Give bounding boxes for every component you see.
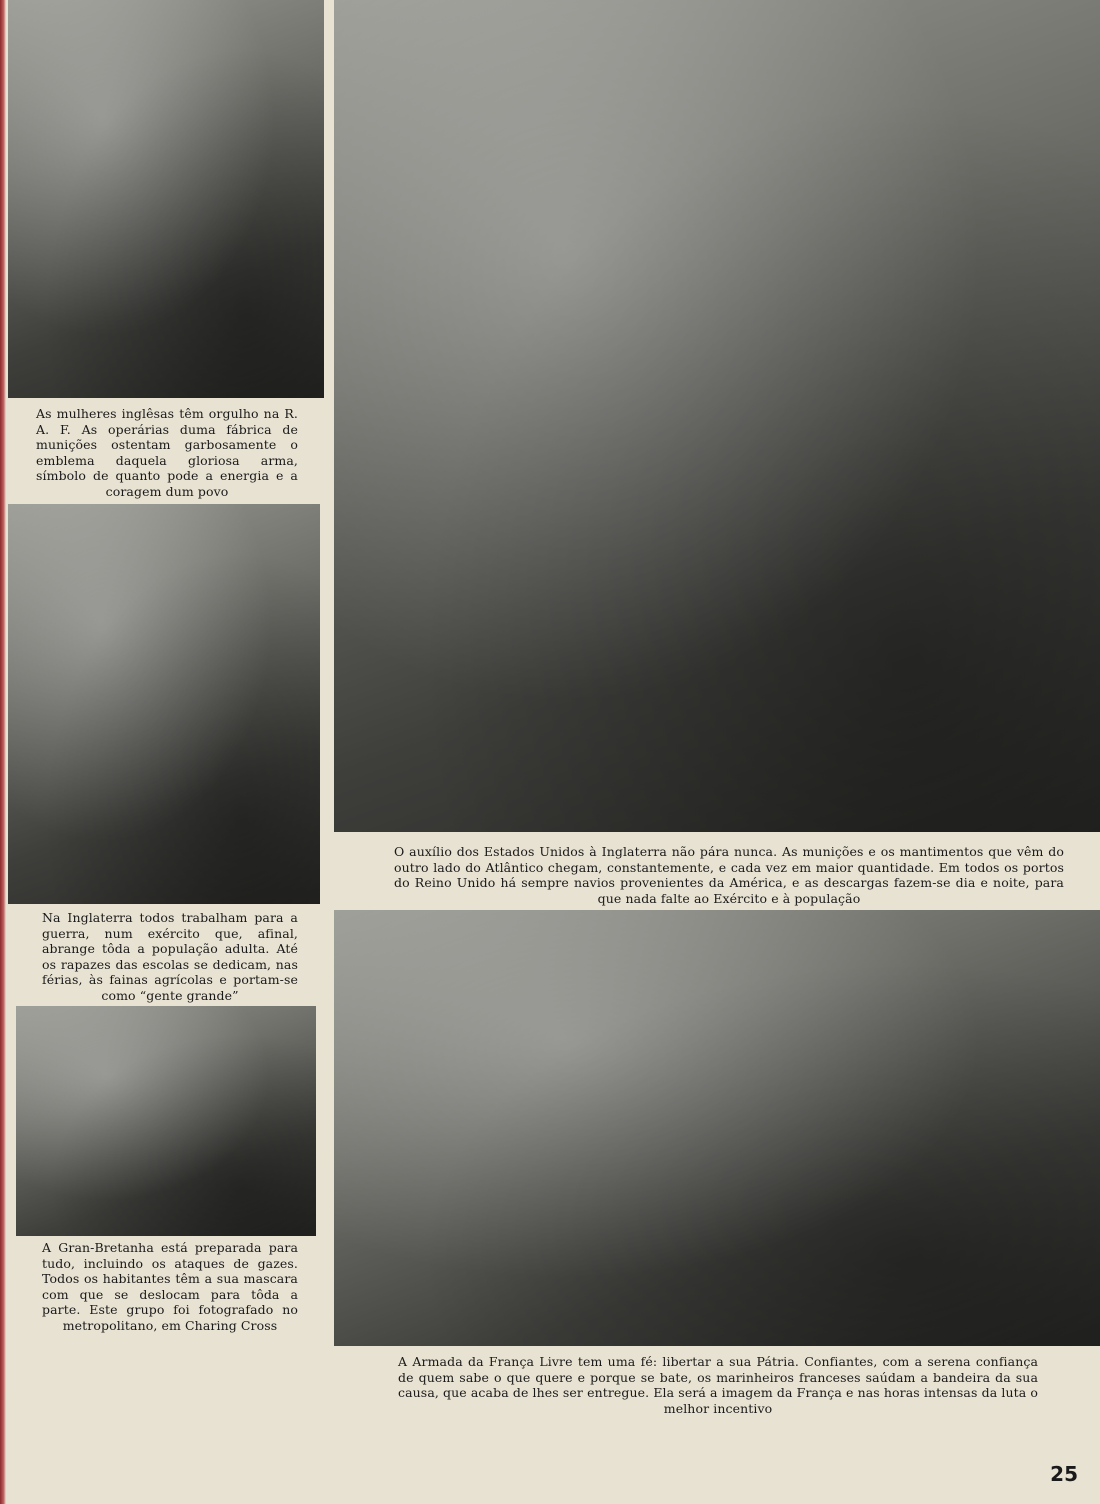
photo-raf-women [8,0,324,398]
caption-gas-masks: A Gran-Bretanha está preparada para tudo, incluindo os ataques de gazes. Todos os habitantes têm a sua mascara com que se deslocam para tôda a parte. Este grupo foi fotografado no metropolitano, em Charing Cross [42,1240,298,1333]
caption-raf-women: As mulheres inglêsas têm orgulho na R. A. F. As operárias duma fábrica de munições ostentam garbosamente o emblema daquela gloriosa arma, símbolo de quanto pode a energia e a coragem dum povo [36,406,298,499]
photo-gas-masks [16,1006,316,1236]
photo-free-france-sailors [334,910,1100,1346]
page-edge [0,0,6,1504]
photo-us-aid-cargo [334,0,1100,832]
caption-free-france: A Armada da França Livre tem uma fé: libertar a sua Pátria. Confiantes, com a serena confiança de quem sabe o que quere e porque se bate, os marinheiros franceses saúdam a bandeira da sua causa, que acaba de lhes ser entregue. Ela será a imagem da França e nas horas intensas da luta o melhor incentivo [398,1354,1038,1416]
photo-school-boys [8,504,320,904]
caption-us-aid: O auxílio dos Estados Unidos à Inglaterra não pára nunca. As munições e os mantimentos que vêm do outro lado do Atlântico chegam, constantemente, e cada vez em maior quantidade. Em todos os portos do Reino Unido há sempre navios provenientes da América, e as descargas fazem-se dia e noite, para que nada falte ao Exército e à população [394,844,1064,906]
page-number: 25 [1050,1462,1078,1486]
caption-school-boys: Na Inglaterra todos trabalham para a guerra, num exército que, afinal, abrange tôda a população adulta. Até os rapazes das escolas se dedicam, nas férias, às fainas agrícolas e portam-se como “gente grande” [42,910,298,1003]
